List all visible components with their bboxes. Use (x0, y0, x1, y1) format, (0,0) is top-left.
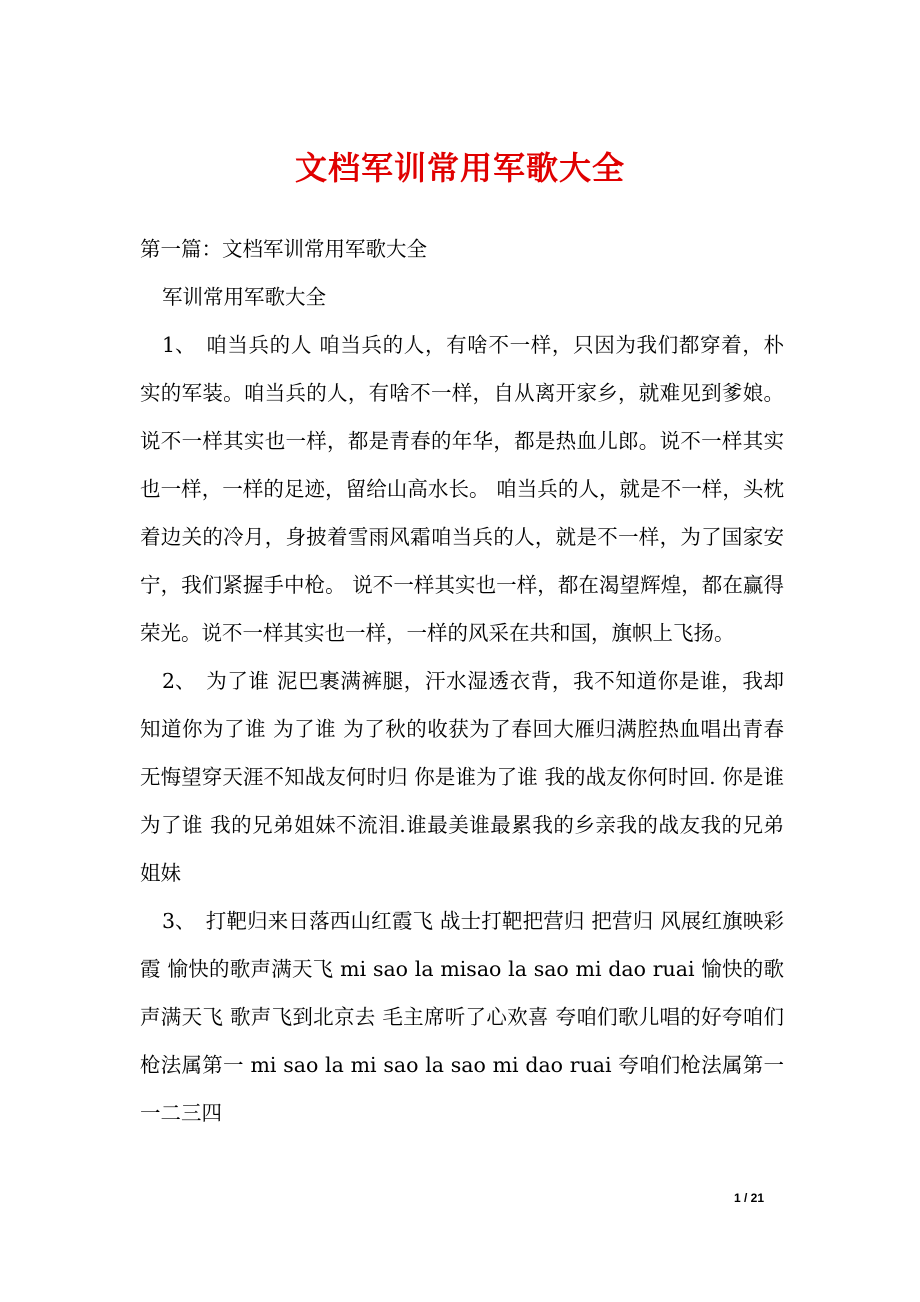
song-paragraph-2 (140, 657, 784, 897)
paragraph-text: 为了谁 泥巴裹满裤腿，汗水湿透衣背，我不知道你是谁，我却知道你为了谁 为了谁 为了秋的收获为了春回大雁归满腔热血唱出青春无悔望穿天涯不知战友何时归 你是谁为了谁 我的战友你何时回. 你是谁为了谁 我的兄弟姐妹不流泪.谁最美谁最累我的乡亲我的战友我的兄弟姐妹 (140, 669, 784, 885)
document-body (140, 225, 784, 1137)
document-title: 文档军训常用军歌大全 (294, 149, 625, 187)
paragraph-number: 2、 (162, 669, 196, 693)
paragraph-number: 1、 (162, 333, 196, 357)
song-paragraph-3 (140, 897, 784, 1137)
subheading: 军训常用军歌大全 (162, 285, 326, 309)
section-heading: 第一篇：文档军训常用军歌大全 (140, 237, 427, 261)
song-paragraph-1 (140, 321, 784, 657)
paragraph-text: 咱当兵的人 咱当兵的人，有啥不一样，只因为我们都穿着，朴实的军装。咱当兵的人，有啥不一样，自从离开家乡，就难见到爹娘。 说不一样其实也一样，都是青春的年华，都是热血儿郎。说不一样其实也一样，一样的足迹，留给山高水长。 咱当兵的人，就是不一样，头枕着边关的冷月，身披着雪雨风霜咱当兵的人，就是不一样，为了国家安宁，我们紧握手中枪。 说不一样其实也一样，都在渴望辉煌，都在赢得荣光。说不一样其实也一样，一样的风采在共和国，旗帜上飞扬。 (140, 333, 784, 645)
paragraph-text: 打靶归来日落西山红霞飞 战士打靶把营归 把营归 风展红旗映彩霞 愉快的歌声满天飞 mi sao la misao la sao mi dao ruai 愉快的歌声满天飞 歌声飞到北京去 毛主席听了心欢喜 夸咱们歌儿唱的好夸咱们枪法属第一 mi sao la mi sao la sao mi dao ruai 夸咱们枪法属第一 一二三四 (140, 909, 784, 1125)
paragraph-number: 3、 (162, 909, 196, 933)
page-number: 1 / 21 (734, 1191, 765, 1205)
